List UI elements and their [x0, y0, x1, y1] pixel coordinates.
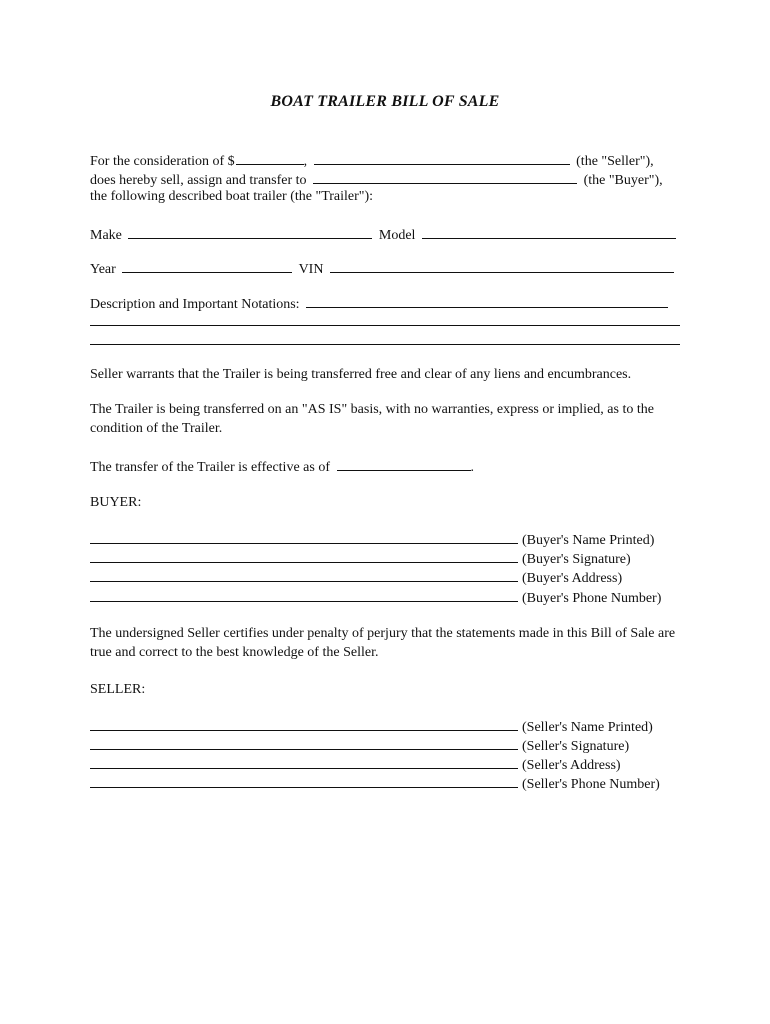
as-is-text: The Trailer is being transferred on an "AS IS" basis, with no warranties, express or implied, as to the condition of the Trailer.	[90, 402, 654, 436]
buyer-signature-field[interactable]	[90, 548, 518, 563]
buyer-address-row	[90, 567, 622, 588]
description-label: Description and Important Notations:	[90, 297, 300, 312]
seller-name-printed-field[interactable]	[90, 716, 518, 731]
buyer-name-label: (Buyer's Name Printed)	[522, 533, 655, 548]
buyer-name-field[interactable]	[313, 169, 577, 184]
year-label: Year	[90, 262, 116, 277]
make-label: Make	[90, 228, 122, 243]
effective-date-period: .	[470, 460, 474, 475]
description-field[interactable]	[306, 293, 668, 308]
intro-line-3: the following described boat trailer (the "Trailer"):	[90, 189, 374, 204]
buyer-signature-row	[90, 548, 631, 569]
seller-address-field[interactable]	[90, 754, 518, 769]
consideration-label: For the consideration of $	[90, 154, 235, 169]
seller-signature-label: (Seller's Signature)	[522, 739, 630, 754]
certification-text: The undersigned Seller certifies under penalty of perjury that the statements made in this Bill of Sale are true and correct to the best knowledge of the Seller.	[90, 626, 676, 660]
make-field[interactable]	[128, 224, 372, 239]
seller-phone-row	[90, 773, 660, 794]
seller-address-label: (Seller's Address)	[522, 758, 621, 773]
seller-signature-field[interactable]	[90, 735, 518, 750]
vin-field[interactable]	[330, 258, 674, 273]
seller-address-row	[90, 754, 621, 775]
seller-designation: (the "Seller"),	[576, 154, 654, 169]
year-field[interactable]	[122, 258, 292, 273]
year-vin-row	[90, 258, 677, 279]
buyer-address-field[interactable]	[90, 567, 518, 582]
buyer-phone-label: (Buyer's Phone Number)	[522, 591, 662, 606]
seller-name-field[interactable]	[314, 150, 570, 165]
buyer-name-printed-field[interactable]	[90, 529, 518, 544]
buyer-designation: (the "Buyer"),	[583, 173, 663, 188]
description-line-2[interactable]	[90, 325, 680, 326]
seller-phone-field[interactable]	[90, 773, 518, 788]
consideration-comma: ,	[303, 154, 308, 169]
seller-name-row	[90, 716, 653, 737]
model-label: Model	[378, 228, 416, 243]
seller-heading: SELLER:	[90, 682, 146, 697]
description-line-3[interactable]	[90, 344, 680, 345]
buyer-phone-row	[90, 587, 661, 608]
seller-signature-row	[90, 735, 629, 756]
effective-date-row	[90, 456, 474, 477]
liens-warranty-text: Seller warrants that the Trailer is being transferred free and clear of any liens and encumbrances.	[90, 367, 632, 382]
buyer-address-label: (Buyer's Address)	[522, 571, 623, 586]
effective-date-field[interactable]	[337, 456, 471, 471]
buyer-heading: BUYER:	[90, 495, 142, 510]
intro-line-1	[90, 150, 654, 171]
vin-label: VIN	[298, 262, 324, 277]
effective-date-label: The transfer of the Trailer is effective as of	[90, 460, 330, 475]
transfer-to-label: does hereby sell, assign and transfer to	[90, 173, 307, 188]
buyer-name-row	[90, 529, 654, 550]
model-field[interactable]	[422, 224, 676, 239]
buyer-phone-field[interactable]	[90, 587, 518, 602]
seller-phone-label: (Seller's Phone Number)	[522, 777, 660, 792]
description-row	[90, 293, 671, 314]
consideration-amount-field[interactable]	[236, 150, 304, 165]
make-model-row	[90, 224, 679, 245]
seller-name-label: (Seller's Name Printed)	[522, 720, 653, 735]
document-title: BOAT TRAILER BILL OF SALE	[270, 93, 500, 110]
buyer-signature-label: (Buyer's Signature)	[522, 552, 631, 567]
